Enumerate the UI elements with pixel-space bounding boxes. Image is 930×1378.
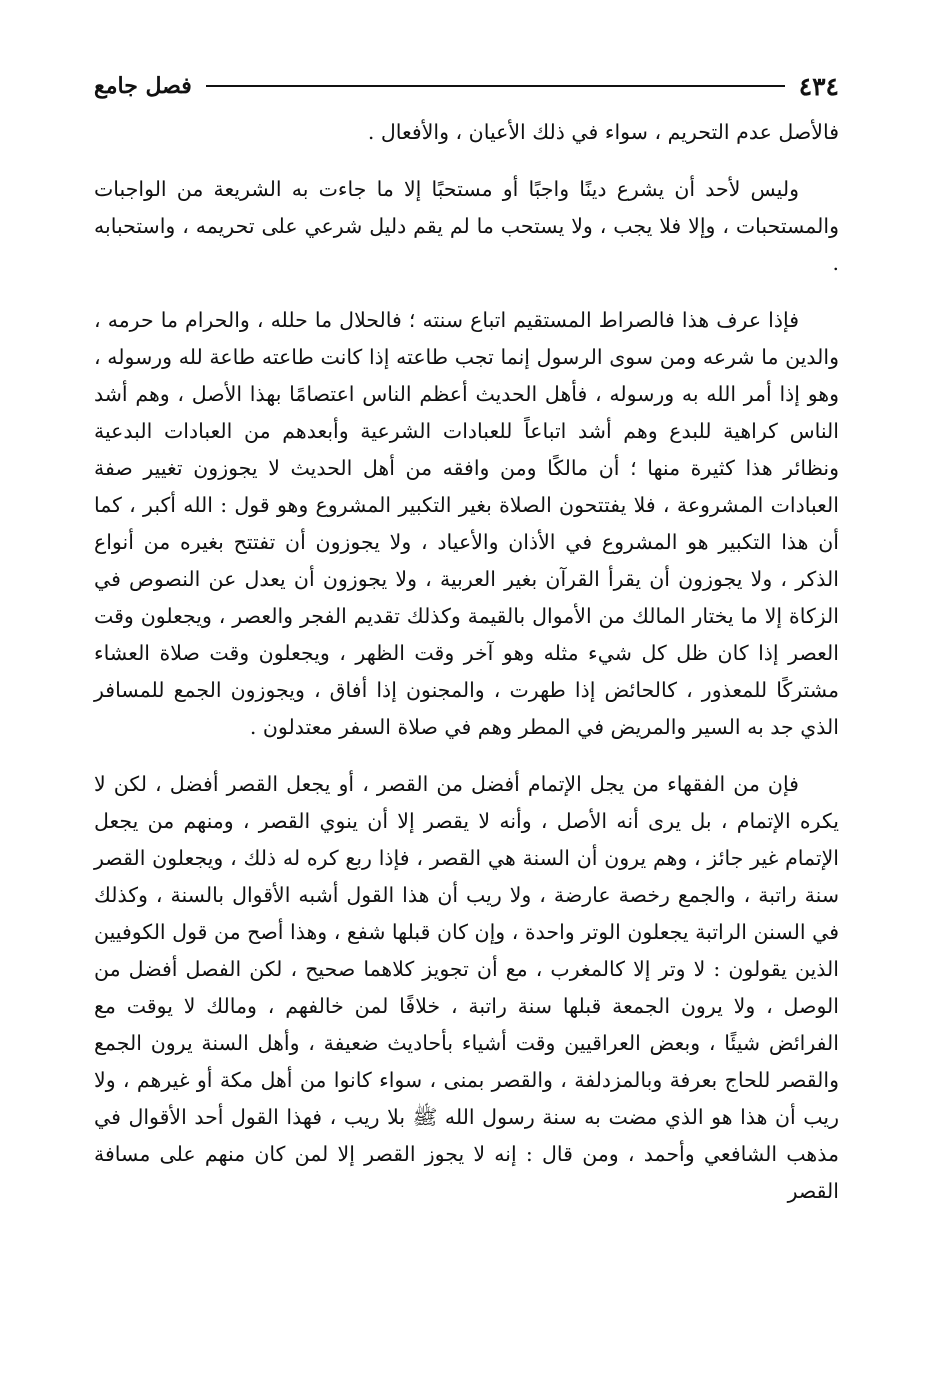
paragraph-4: فإن من الفقهاء من يجل الإتمام أفضل من القصر ، أو يجعل القصر أفضل ، لكن لا يكره الإتمام ، بل يرى أنه الأصل ، وأنه لا يقصر إلا أن ينوي القصر ، ومنهم من يجعل الإتمام غير جائز ، وهم يرون أن السنة هي القصر ، فإذا ربع كره له ذلك ، ويجعلون القصر سنة راتبة ، والجمع رخصة عارضة ، ولا ريب أن هذا القول أشبه الأقوال بالسنة ، وكذلك في السنن الراتبة يجعلون الوتر واحدة ، وإن كان قبلها شفع ، وهذا أصح من قول الكوفيين الذين يقولون : لا وتر إلا كالمغرب ، مع أن تجويز كلاهما صحيح ، لكن الفصل أفضل من الوصل ، ولا يرون الجمعة قبلها سنة راتبة ، خلافًا لمن خالفهم ، ومالك لا يوقت مع الفرائض شيئًا ، وبعض العراقيين وقت أشياء بأحاديث ضعيفة ، وأهل السنة يرون الجمع والقصر للحاج بعرفة وبالمزدلفة ، والقصر بمنى ، سواء كانوا من أهل مكة أو غيرهم ، ولا ريب أن هذا هو الذي مضت به سنة رسول الله ﷺ بلا ريب ، فهذا القول أحد الأقوال في مذهب الشافعي وأحمد ، ومن قال : إنه لا يجوز القصر إلا لمن كان منهم على مسافة القصر bbox=[94, 772, 839, 1203]
paragraph-2: وليس لأحد أن يشرع دينًا واجبًا أو مستحبًا إلا ما جاءت به الشريعة من الواجبات والمستحبات ، وإلا فلا يجب ، ولا يستحب ما لم يقم دليل شرعي على تحريمه ، واستحبابه . bbox=[94, 177, 839, 275]
paragraph-3: فإذا عرف هذا فالصراط المستقيم اتباع سنته ؛ فالحلال ما حلله ، والحرام ما حرمه ، والدين ما شرعه ومن سوى الرسول إنما تجب طاعته إذا كانت طاعته طاعة لله ورسوله ، وهو إذا أمر الله به ورسوله ، فأهل الحديث أعظم الناس اعتصامًا بهذا الأصل ، وهم أشد الناس كراهية للبدع وهم أشد اتباعاً للعبادات الشرعية وأبعدهم من العبادات البدعية ونظائر هذا كثيرة منها ؛ أن مالكًا ومن وافقه من أهل الحديث لا يجوزون تغيير صفة العبادات المشروعة ، فلا يفتتحون الصلاة بغير التكبير المشروع وهو قول : الله أكبر ، كما أن هذا التكبير هو المشروع في الأذان والأعياد ، ولا يجوزون أن تفتتح بغيره من أنواع الذكر ، ولا يجوزون أن يقرأ القرآن بغير العربية ، ولا يجوزون أن يعدل عن النصوص في الزكاة إلا ما يختار المالك من الأموال بالقيمة وكذلك تقديم الفجر والعصر ، ويجعلون وقت العصر إذا كان ظل كل شيء مثله وهو آخر وقت الظهر ، ويجعلون وقت صلاة العشاء مشتركًا للمعذور ، كالحائض إذا طهرت ، والمجنون إذا أفاق ، ويجوزون الجمع للمسافر الذي جد به السير والمريض في المطر وهم في صلاة السفر معتدلون . bbox=[94, 308, 839, 739]
paragraph-1: فالأصل عدم التحريم ، سواء في ذلك الأعيان ، والأفعال . bbox=[367, 120, 839, 144]
page-number: ٤٣٤ bbox=[798, 71, 839, 101]
body-text bbox=[94, 114, 839, 1210]
header-rule bbox=[206, 85, 785, 87]
running-title: فصل جامع bbox=[94, 73, 192, 99]
page-header bbox=[94, 68, 839, 104]
book-page bbox=[94, 68, 839, 1318]
